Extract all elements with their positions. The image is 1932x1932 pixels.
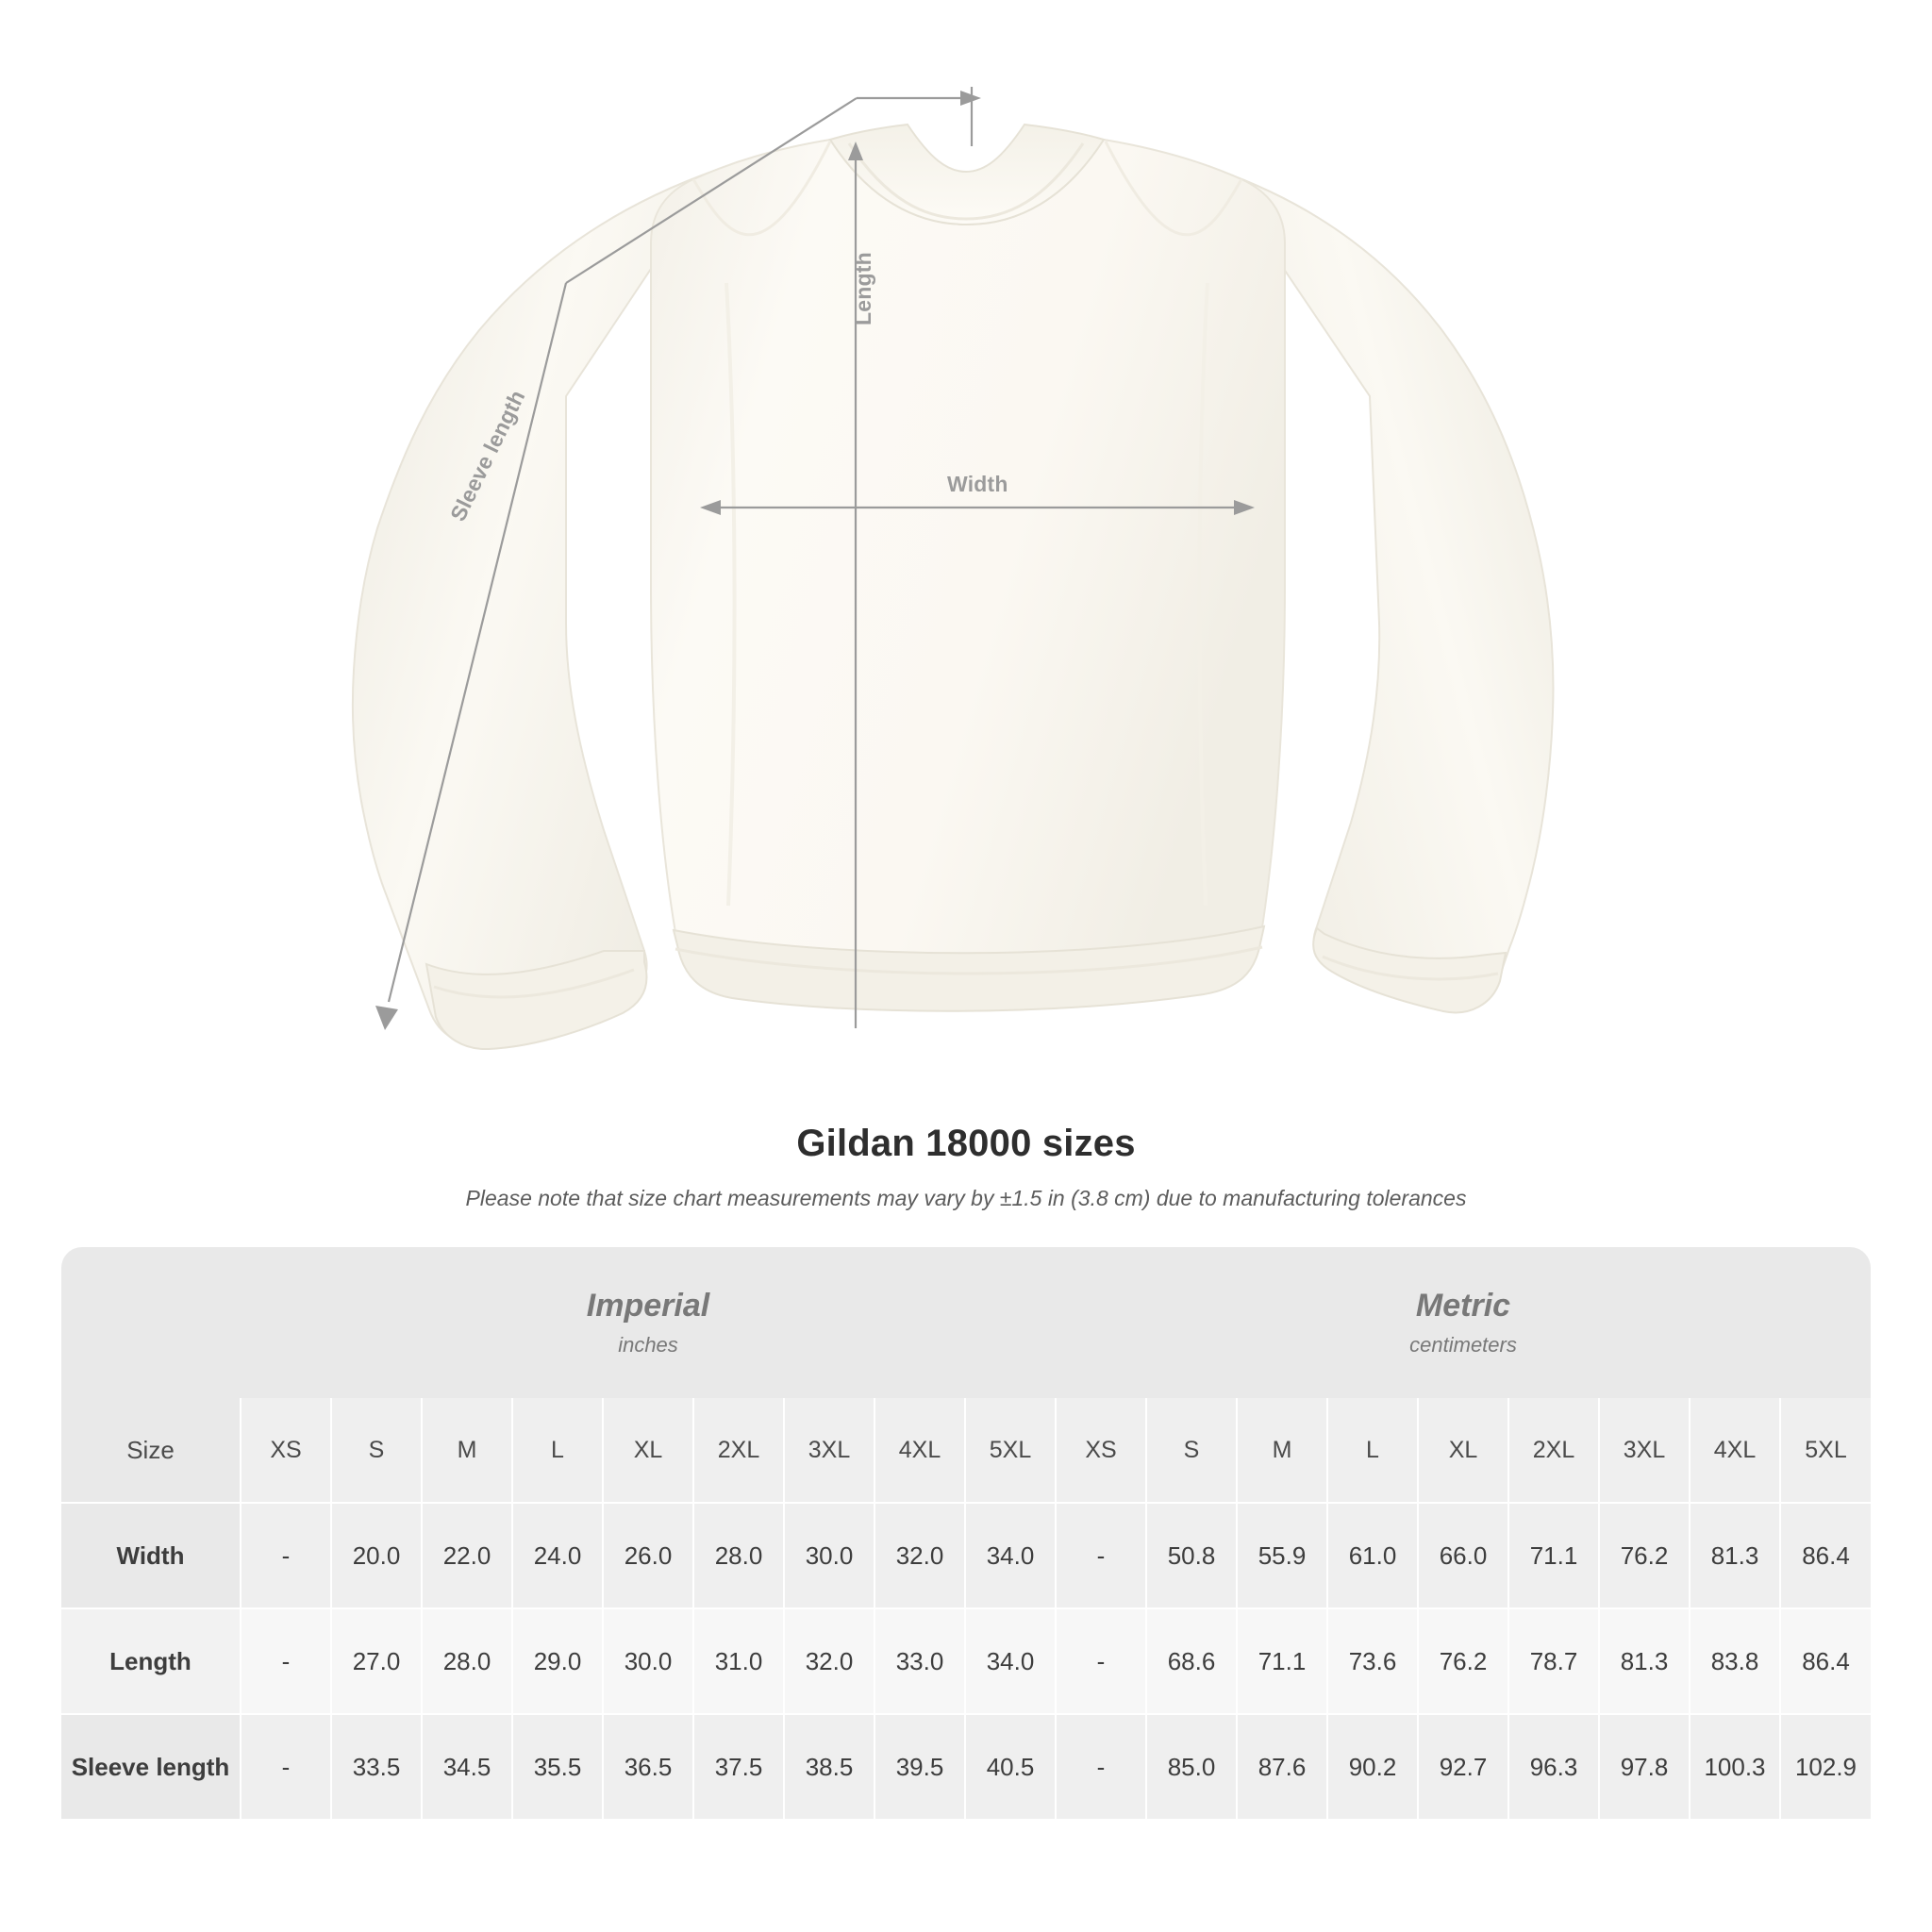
cell-length-metric-s: 68.6 (1146, 1608, 1237, 1714)
size-header-metric-4xl: 4XL (1690, 1398, 1780, 1503)
cell-length-imperial-l: 29.0 (512, 1608, 603, 1714)
unit-name-metric: Metric (1415, 1288, 1511, 1324)
cell-width-metric-3xl: 76.2 (1599, 1503, 1690, 1608)
size-header-metric-s: S (1146, 1398, 1237, 1503)
size-header-metric-3xl: 3XL (1599, 1398, 1690, 1503)
unit-corner-cell (61, 1247, 241, 1398)
size-header-label: Size (61, 1398, 241, 1503)
row-label-width: Width (61, 1503, 241, 1608)
unit-header-metric (1056, 1247, 1871, 1398)
size-header-imperial-xl: XL (603, 1398, 693, 1503)
size-header-imperial-m: M (422, 1398, 512, 1503)
cell-length-metric-l: 73.6 (1327, 1608, 1418, 1714)
cell-sleeve-imperial-m: 34.5 (422, 1714, 512, 1819)
cell-length-imperial-xs: - (241, 1608, 331, 1714)
cell-width-imperial-s: 20.0 (331, 1503, 422, 1608)
cell-length-metric-4xl: 83.8 (1690, 1608, 1780, 1714)
cell-width-imperial-2xl: 28.0 (693, 1503, 784, 1608)
size-header-imperial-s: S (331, 1398, 422, 1503)
cell-width-imperial-l: 24.0 (512, 1503, 603, 1608)
size-header-imperial-xs: XS (241, 1398, 331, 1503)
size-header-metric-xs: XS (1056, 1398, 1146, 1503)
cell-length-metric-xs: - (1056, 1608, 1146, 1714)
cell-length-imperial-2xl: 31.0 (693, 1608, 784, 1714)
size-header-metric-xl: XL (1418, 1398, 1508, 1503)
cell-width-imperial-5xl: 34.0 (965, 1503, 1056, 1608)
cell-width-metric-2xl: 71.1 (1508, 1503, 1599, 1608)
row-label-length: Length (61, 1608, 241, 1714)
unit-sub-metric: centimeters (1409, 1332, 1517, 1357)
cell-sleeve-imperial-2xl: 37.5 (693, 1714, 784, 1819)
tolerance-note: Please note that size chart measurements may vary by ±1.5 in (3.8 cm) due to manufacturing tolerances (465, 1186, 1467, 1210)
cell-sleeve-metric-3xl: 97.8 (1599, 1714, 1690, 1819)
sleeve-length-dimension-label: Sleeve length (445, 386, 530, 525)
cell-width-imperial-4xl: 32.0 (874, 1503, 965, 1608)
size-header-imperial-2xl: 2XL (693, 1398, 784, 1503)
cell-width-imperial-m: 22.0 (422, 1503, 512, 1608)
cell-sleeve-imperial-s: 33.5 (331, 1714, 422, 1819)
cell-length-metric-3xl: 81.3 (1599, 1608, 1690, 1714)
size-header-row (61, 1398, 1871, 1503)
table-row (61, 1714, 1871, 1819)
title-block (0, 1123, 1932, 1211)
cell-sleeve-imperial-xl: 36.5 (603, 1714, 693, 1819)
size-header-imperial-4xl: 4XL (874, 1398, 965, 1503)
cell-length-metric-2xl: 78.7 (1508, 1608, 1599, 1714)
cell-length-imperial-3xl: 32.0 (784, 1608, 874, 1714)
cell-sleeve-imperial-xs: - (241, 1714, 331, 1819)
length-dimension-label: Length (851, 252, 875, 325)
cell-width-metric-4xl: 81.3 (1690, 1503, 1780, 1608)
cell-sleeve-imperial-3xl: 38.5 (784, 1714, 874, 1819)
cell-width-imperial-3xl: 30.0 (784, 1503, 874, 1608)
cell-sleeve-metric-4xl: 100.3 (1690, 1714, 1780, 1819)
size-table-wrapper (61, 1247, 1871, 1819)
cell-length-imperial-xl: 30.0 (603, 1608, 693, 1714)
width-dimension-label: Width (947, 472, 1008, 496)
unit-header-imperial (241, 1247, 1056, 1398)
table-row (61, 1503, 1871, 1608)
table-row (61, 1608, 1871, 1714)
cell-sleeve-metric-s: 85.0 (1146, 1714, 1237, 1819)
cell-width-metric-l: 61.0 (1327, 1503, 1418, 1608)
cell-width-metric-xl: 66.0 (1418, 1503, 1508, 1608)
cell-length-metric-m: 71.1 (1237, 1608, 1327, 1714)
cell-length-metric-5xl: 86.4 (1780, 1608, 1871, 1714)
size-header-metric-m: M (1237, 1398, 1327, 1503)
size-header-metric-2xl: 2XL (1508, 1398, 1599, 1503)
cell-width-metric-s: 50.8 (1146, 1503, 1237, 1608)
cell-sleeve-imperial-5xl: 40.5 (965, 1714, 1056, 1819)
cell-width-metric-m: 55.9 (1237, 1503, 1327, 1608)
cell-sleeve-metric-l: 90.2 (1327, 1714, 1418, 1819)
cell-length-imperial-5xl: 34.0 (965, 1608, 1056, 1714)
unit-header-row (61, 1247, 1871, 1398)
cell-sleeve-imperial-l: 35.5 (512, 1714, 603, 1819)
cell-length-imperial-s: 27.0 (331, 1608, 422, 1714)
cell-sleeve-imperial-4xl: 39.5 (874, 1714, 965, 1819)
row-label-sleeve-length: Sleeve length (61, 1714, 241, 1819)
cell-sleeve-metric-xl: 92.7 (1418, 1714, 1508, 1819)
size-header-metric-5xl: 5XL (1780, 1398, 1871, 1503)
cell-width-metric-5xl: 86.4 (1780, 1503, 1871, 1608)
cell-width-metric-xs: - (1056, 1503, 1146, 1608)
cell-sleeve-metric-5xl: 102.9 (1780, 1714, 1871, 1819)
cell-length-imperial-4xl: 33.0 (874, 1608, 965, 1714)
cell-width-imperial-xl: 26.0 (603, 1503, 693, 1608)
unit-name-imperial: Imperial (586, 1288, 710, 1324)
cell-width-imperial-xs: - (241, 1503, 331, 1608)
size-header-imperial-l: L (512, 1398, 603, 1503)
cell-sleeve-metric-2xl: 96.3 (1508, 1714, 1599, 1819)
size-table (61, 1247, 1871, 1819)
cell-length-metric-xl: 76.2 (1418, 1608, 1508, 1714)
page-title: Gildan 18000 sizes (796, 1123, 1136, 1164)
cell-sleeve-metric-xs: - (1056, 1714, 1146, 1819)
cell-sleeve-metric-m: 87.6 (1237, 1714, 1327, 1819)
size-header-imperial-3xl: 3XL (784, 1398, 874, 1503)
cell-length-imperial-m: 28.0 (422, 1608, 512, 1714)
size-header-metric-l: L (1327, 1398, 1418, 1503)
unit-sub-imperial: inches (618, 1332, 678, 1357)
size-header-imperial-5xl: 5XL (965, 1398, 1056, 1503)
